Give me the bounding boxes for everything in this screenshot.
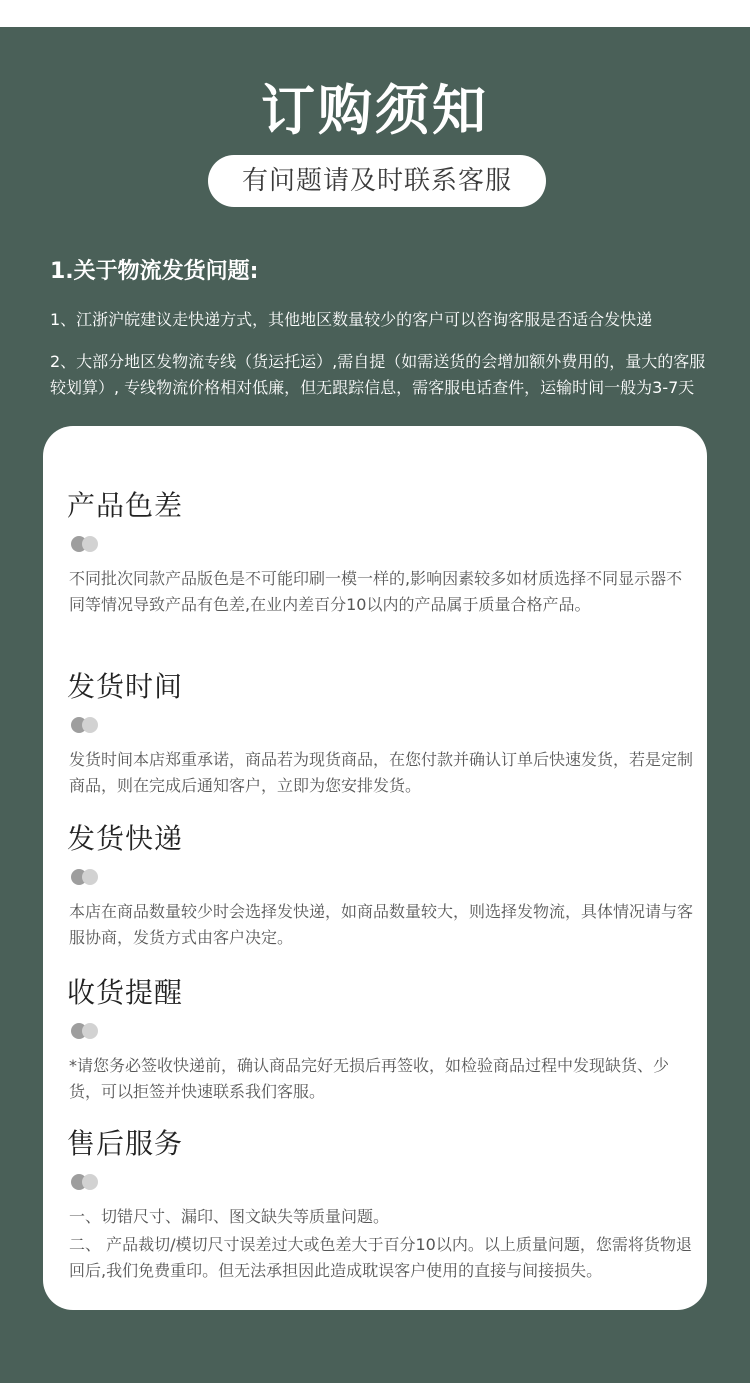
section-shipping-time xyxy=(67,667,697,799)
contact-service-banner: 有问题请及时联系客服 xyxy=(208,155,546,207)
toggle-dots-icon xyxy=(71,536,99,552)
toggle-dots-icon xyxy=(71,1023,99,1039)
section-text: 一、切错尺寸、漏印、图文缺失等质量问题。 xyxy=(69,1207,390,1226)
logistics-heading: 1.关于物流发货问题: xyxy=(50,259,259,284)
section-text: 本店在商品数量较少时会选择发快递，如商品数量较大，则选择发物流，具体情况请与客服协商，发货方式由客户决定。 xyxy=(69,902,694,947)
section-title: 发货快递 xyxy=(67,822,184,855)
toggle-dots-icon xyxy=(71,1174,99,1190)
toggle-dots-icon xyxy=(71,869,99,885)
toggle-dots-icon xyxy=(71,717,99,733)
section-text: *请您务必签收快递前，确认商品完好无损后再签收，如检验商品过程中发现缺货、少货，可以拒签并快速联系我们客服。 xyxy=(69,1056,670,1101)
section-text: 发货时间本店郑重承诺，商品若为现货商品，在您付款并确认订单后快速发货，若是定制商品，则在完成后通知客户，立即为您安排发货。 xyxy=(69,750,694,795)
page-title: 订购须知 xyxy=(261,79,489,142)
section-courier xyxy=(67,819,697,951)
section-text: 二、 产品裁切/模切尺寸误差过大或色差大于百分10以内。以上质量问题，您需将货物退回后,我们免费重印。但无法承担因此造成耽误客户使用的直接与间接损失。 xyxy=(69,1235,692,1280)
logistics-item: 2、大部分地区发物流专线（货运托运）,需自提（如需送货的会增加额外费用的，量大的客服较划算）, 专线物流价格相对低廉，但无跟踪信息，需客服电话查件，运输时间一般为3-7天 xyxy=(50,352,706,397)
section-title: 售后服务 xyxy=(67,1127,184,1160)
logistics-section xyxy=(50,255,710,417)
section-title: 发货时间 xyxy=(67,670,184,703)
logistics-item: 1、江浙沪皖建议走快递方式，其他地区数量较少的客户可以咨询客服是否适合发快递 xyxy=(50,310,653,329)
policy-card xyxy=(43,426,707,1310)
section-receipt-reminder xyxy=(67,973,697,1105)
section-color-difference xyxy=(67,486,697,618)
section-text: 不同批次同款产品版色是不可能印刷一模一样的,影响因素较多如材质选择不同显示器不同等情况导致产品有色差,在业内差百分10以内的产品属于质量合格产品。 xyxy=(69,569,683,614)
section-after-sales xyxy=(67,1124,697,1284)
section-title: 收货提醒 xyxy=(67,976,184,1009)
section-title: 产品色差 xyxy=(67,489,184,522)
